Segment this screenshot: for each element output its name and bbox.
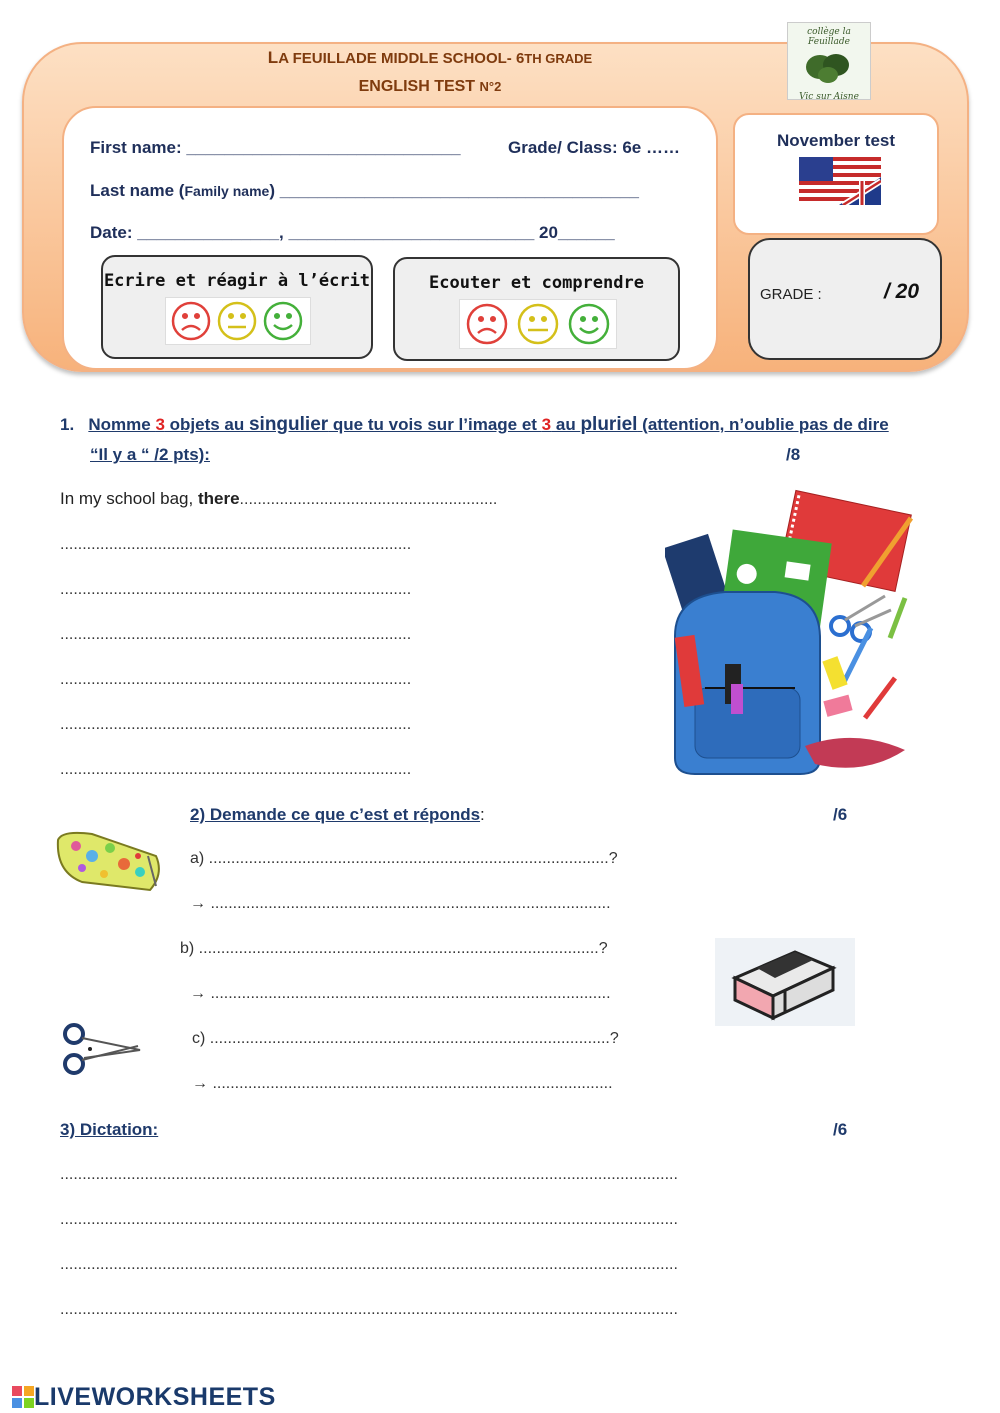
scissors-icon <box>60 1020 144 1080</box>
school-title: LA FEUILLADE MIDDLE SCHOOL- 6TH GRADE <box>267 48 593 67</box>
dictation-line[interactable]: ........................................................................................................................................... <box>60 1256 678 1273</box>
pencil-case-icon <box>52 826 164 896</box>
dictation-line[interactable]: ........................................................................................................................................... <box>60 1301 678 1318</box>
question-2b-line[interactable]: b) ..........................................................................................? <box>180 940 608 957</box>
neutral-face-icon[interactable] <box>219 303 255 339</box>
leaf-icon <box>788 47 868 87</box>
question-1: 1. Nomme 3 objets au singulier que tu vois sur l’image et 3 au pluriel (attention, n’oublie pas de dire <box>60 414 889 435</box>
happy-face-icon[interactable] <box>265 303 301 339</box>
liveworksheets-icon <box>12 1386 34 1408</box>
eraser-icon <box>715 938 855 1026</box>
us-uk-flag-icon <box>799 157 881 205</box>
question-2-points: /6 <box>833 805 848 824</box>
dictation-line[interactable]: ........................................................................................................................................... <box>60 1166 678 1183</box>
question-2-title: 2) Demande ce que c’est et réponds: <box>190 805 485 824</box>
question-3-points: /6 <box>833 1120 848 1139</box>
question-3-title: 3) Dictation: <box>60 1120 159 1139</box>
listening-smileys[interactable] <box>459 299 617 349</box>
answer-line[interactable]: ............................................................................... <box>60 671 412 688</box>
sad-face-icon[interactable] <box>468 305 506 343</box>
question-2c-line[interactable]: c) ..........................................................................................? <box>192 1030 619 1047</box>
happy-face-icon[interactable] <box>570 305 608 343</box>
november-test-label: November test <box>776 131 896 150</box>
date-field[interactable]: Date: _______________, __________________________ 20______ <box>90 223 615 242</box>
liveworksheets-logo[interactable]: LIVEWORKSHEETS <box>12 1383 276 1412</box>
question-2b-answer[interactable]: → .......................................................................................... <box>190 985 611 1002</box>
answer-line[interactable]: ............................................................................... <box>60 626 412 643</box>
grade-label: GRADE : <box>760 286 822 303</box>
school-logo: collège la Feuillade Vic sur Aisne <box>787 22 871 100</box>
sad-face-icon[interactable] <box>173 303 209 339</box>
answer-line[interactable]: ............................................................................... <box>60 761 412 778</box>
answer-line[interactable]: ............................................................................... <box>60 716 412 733</box>
writing-smileys[interactable] <box>165 297 311 345</box>
dictation-line[interactable]: ........................................................................................................................................... <box>60 1211 678 1228</box>
grade-class-field[interactable]: Grade/ Class: 6e …… <box>508 138 680 157</box>
question-2a-answer[interactable]: → .......................................................................................... <box>190 895 611 912</box>
grade-box <box>748 238 942 360</box>
november-test-box <box>733 113 939 235</box>
answer-line[interactable]: ............................................................................... <box>60 581 412 598</box>
listening-eval-label: Ecouter et comprendre <box>429 273 644 293</box>
school-bag-illustration <box>665 488 925 786</box>
question-1-line2: “Il y a “ /2 pts): <box>90 445 210 464</box>
first-name-field[interactable]: First name: _____________________________ <box>90 138 461 157</box>
grade-total[interactable]: / 20 <box>884 280 920 303</box>
neutral-face-icon[interactable] <box>519 305 557 343</box>
listening-eval-box <box>393 257 680 361</box>
question-1-points: /8 <box>786 445 801 464</box>
writing-eval-label: Ecrire et réagir à l’écrit <box>103 271 371 291</box>
answer-line-start[interactable]: In my school bag, there.......................................................... <box>60 489 498 508</box>
answer-line[interactable]: ............................................................................... <box>60 536 412 553</box>
question-2a-line[interactable]: a) ..........................................................................................? <box>190 850 618 867</box>
last-name-field[interactable]: Last name (Family name) ______________________________________ <box>90 181 639 200</box>
question-2c-answer[interactable]: → .......................................................................................... <box>192 1075 613 1092</box>
test-title: ENGLISH TEST N°2 <box>358 78 502 95</box>
writing-eval-box <box>101 255 373 359</box>
